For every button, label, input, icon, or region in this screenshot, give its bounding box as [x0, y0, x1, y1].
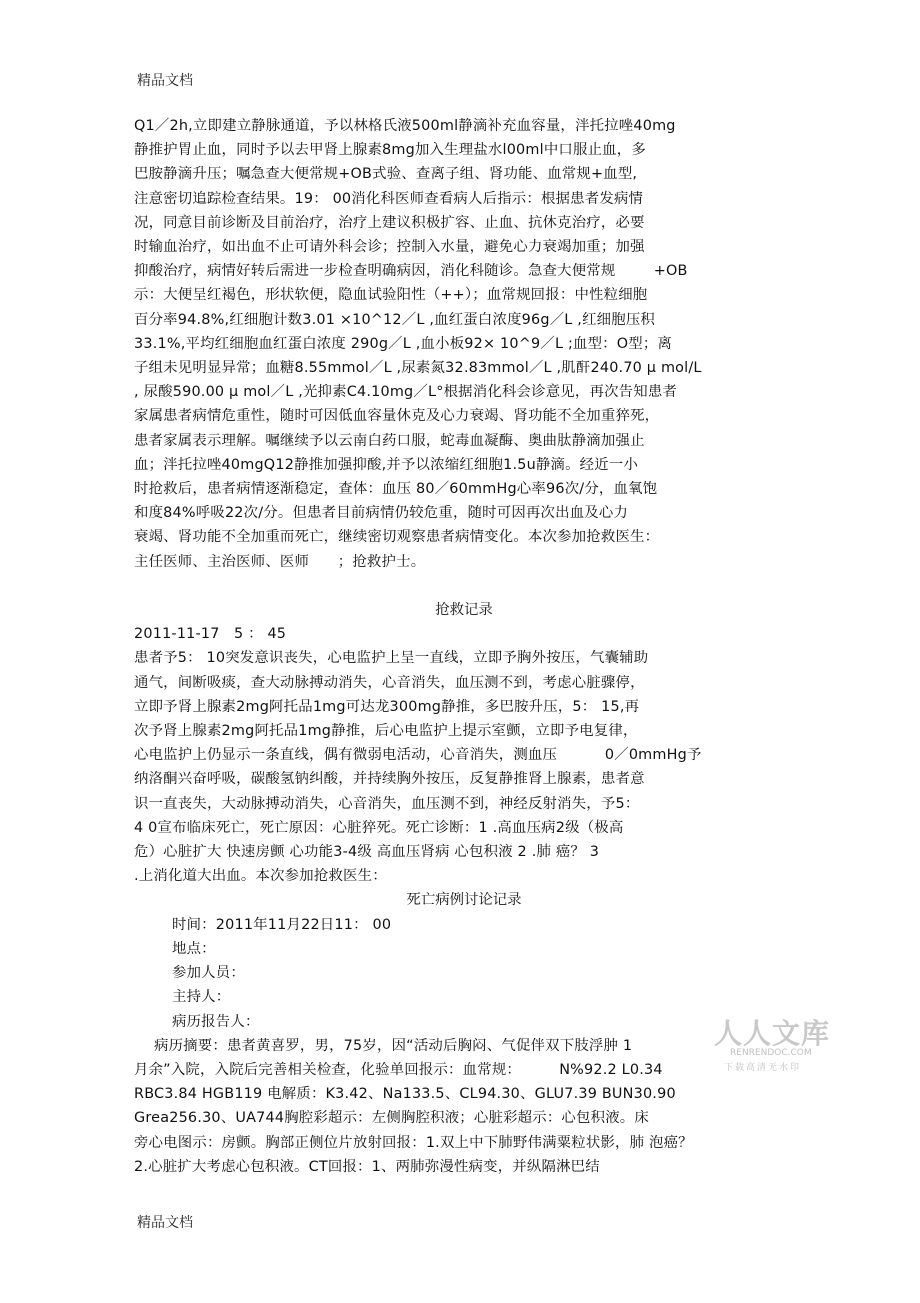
watermark-domain: RENRENDOC.COM [730, 1048, 812, 1058]
page-header-label: 精品文档 [137, 73, 193, 89]
text-line: 抑酸治疗，病情好转后需进一步检查明确病因，消化科随诊。急查大便常规 +OB [134, 263, 688, 280]
text-line: 衰竭、肾功能不全加重而死亡，继续密切观察患者病情变化。本次参加抢救医生： [134, 529, 660, 546]
text-line: 百分率94.8%,红细胞计数3.01 ×10^12／L ,血红蛋白浓度96g／L ,红细胞压积 [134, 311, 656, 328]
discussion-place: 地点： [172, 940, 216, 957]
text-line: 4 0宣布临床死亡，死亡原因：心脏猝死。死亡诊断：1 .高血压病2级（极高 [134, 819, 624, 836]
case-summary-line: Grea256.30、UA744胸腔彩超示：左侧胸腔积液；心脏彩超示：心包积液。床 [134, 1110, 649, 1127]
text-line: 33.1%,平均红细胞血红蛋白浓度 290g／L ,血小板92× 10^9／L ;血型：O型；离 [134, 335, 673, 352]
section-gap [134, 574, 794, 598]
text-line: 患者家属表示理解。嘱继续予以云南白药口服，蛇毒血凝酶、奥曲肽静滴加强止 [134, 432, 645, 449]
discussion-reporter: 病历报告人： [172, 1013, 260, 1030]
case-summary-line: 旁心电图示：房颤。胸部正侧位片放射回报：1.双上中下肺野伟满粟粒状影，肺 泡癌？ [134, 1134, 693, 1151]
text-line: 静推护胃止血，同时予以去甲肾上腺素8mg加入生理盐水l00ml中口服止血，多 [134, 142, 646, 159]
discussion-participants: 参加人员： [172, 965, 245, 982]
rescue-record-datetime: 2011-11-17 5 ： 45 [134, 626, 287, 643]
text-line: Q1／2h,立即建立静脉通道，予以林格氏液500ml静滴补充血容量，泮托拉唑40mg [134, 118, 676, 134]
text-line: 主任医师、主治医师、医师 ；抢救护士。 [134, 553, 426, 570]
text-line: 时输血治疗，如出血不止可请外科会诊；控制入水量，避免心力衰竭加重；加强 [134, 239, 645, 256]
case-summary-line: 月余”入院，入院后完善相关检查，化验单回报示：血常规： N%92.2 L0.34 [134, 1061, 663, 1078]
text-line: 注意密切追踪检查结果。19： 00消化科医师查看病人后指示：根据患者发病情 [134, 190, 644, 207]
case-summary-line: 病历摘要：患者黄喜罗，男，75岁，因“活动后胸闷、气促伴双下肢浮肿 1 [154, 1037, 633, 1054]
text-line: 巴胺静滴升压；嘱急查大便常规+OB式验、查离子组、肾功能、血常规+血型, [134, 166, 638, 183]
text-line: 识一直丧失，大动脉搏动消失，心音消失，血压测不到，神经反射消失，予5： [134, 795, 640, 812]
document-body [134, 114, 794, 1179]
discussion-time: 时间：2011年11月22日11： 00 [172, 916, 392, 933]
text-line: 子组未见明显异常；血糖8.55mmol／L ,尿素氮32.83mmol／L ,肌酐240.70 μ mol/L [134, 360, 702, 377]
text-line: 示：大便呈红褐色，形状软便，隐血试验阳性（++）；血常规回报：中性粒细胞 [134, 287, 648, 304]
text-line: 患者予5： 10突发意识丧失，心电监护上呈一直线，立即予胸外按压，气囊辅助 [134, 650, 649, 667]
watermark-title: 人人文库 [714, 1017, 831, 1050]
text-line: 心电监护上仍显示一条直线，偶有微弱电活动，心音消失，测血压 0／0mmHg予 [134, 747, 702, 764]
text-line: 家属患者病情危重性，随时可因低血容量休克及心力衰竭、肾功能不全加重猝死， [134, 408, 660, 425]
text-line: 况，同意目前诊断及目前治疗，治疗上建议积极扩容、止血、抗休克治疗，必要 [134, 214, 645, 231]
text-line: 血；泮托拉唑40mgQ12静推加强抑酸,并予以浓缩红细胞1.5u静滴。经近一小 [134, 456, 639, 473]
watermark-logo [714, 1012, 831, 1073]
case-summary-line: RBC3.84 HGB119 电解质：K3.42、Na133.5、CL94.30、GLU7.39 BUN30.90 [134, 1086, 676, 1103]
death-discussion-section [134, 888, 794, 1178]
treatment-paragraph [134, 114, 794, 574]
text-line: 次予肾上腺素2mg阿托品1mg静推，后心电监护上提示室颤，立即予电复律， [134, 723, 638, 740]
discussion-host: 主持人： [172, 989, 231, 1006]
text-line: .上消化道大出血。本次参加抢救医生： [134, 868, 387, 885]
text-line: 和度84%呼吸22次/分。但患者目前病情仍较危重，随时可因再次出血及心力 [134, 505, 629, 522]
text-line: 危）心脏扩大 快速房颤 心功能3-4级 高血压肾病 心包积液 2 .肺 癌？ 3 [134, 844, 600, 861]
text-line: , 尿酸590.00 μ mol／L ,光抑素C4.10mg／L°根据消化科会诊意见，再次告知患者 [134, 384, 678, 401]
page-footer-label: 精品文档 [137, 1215, 193, 1231]
watermark-slogan: 下载高清无水印 [724, 1063, 802, 1073]
text-line: 通气，间断吸痰，查大动脉搏动消失，心音消失，血压测不到，考虑心脏骤停， [134, 674, 645, 691]
text-line: 立即予肾上腺素2mg阿托品1mg可达龙300mg静推，多巴胺升压，5： 15,再 [134, 698, 640, 715]
text-line: 纳洛酮兴奋呼吸，碳酸氢钠纠酸，并持续胸外按压，反复静推肾上腺素，患者意 [134, 771, 645, 788]
death-discussion-title: 死亡病例讨论记录 [406, 892, 522, 909]
case-summary-line: 2.心脏扩大考虑心包积液。CT回报：1、两肺弥漫性病变，并纵隔淋巴结 [134, 1158, 600, 1175]
rescue-record-title: 抢救记录 [435, 602, 493, 619]
rescue-record-section [134, 598, 794, 888]
text-line: 时抢救后，患者病情逐渐稳定，查体：血压 80／60mmHg心率96次/分，血氧饱 [134, 481, 658, 498]
